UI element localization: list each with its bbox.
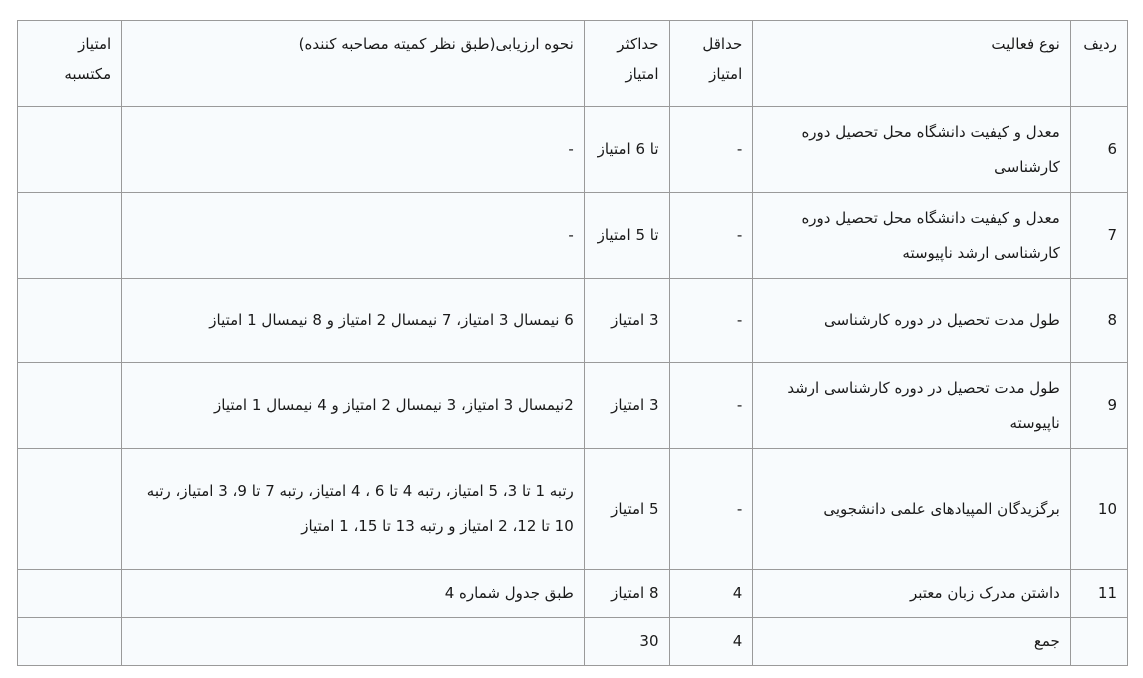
activity-cell: طول مدت تحصیل در دوره کارشناسی ارشد ناپیوسته [753,363,1071,449]
evaluation-cell: - [122,193,585,279]
activity-cell: برگزیدگان المپیادهای علمی دانشجویی [753,449,1071,570]
total-row [18,618,1128,666]
earned-score-cell [18,570,122,618]
max-score-cell: تا 6 امتیاز [584,107,669,193]
total-earned-score [18,618,122,666]
earned-score-cell [18,363,122,449]
activity-cell: معدل و کیفیت دانشگاه محل تحصیل دوره کارشناسی ارشد ناپیوسته [753,193,1071,279]
score-table-container [17,20,1128,666]
header-evaluation-method: نحوه ارزیابی(طبق نظر کمیته مصاحبه کننده) [122,21,585,107]
total-min-score: 4 [669,618,753,666]
earned-score-cell [18,107,122,193]
max-score-cell: تا 5 امتیاز [584,193,669,279]
evaluation-cell: رتبه 1 تا 3، 5 امتیاز، رتبه 4 تا 6 ، 4 امتیاز، رتبه 7 تا 9، 3 امتیاز، رتبه 10 تا 12، 2 امتیاز و رتبه 13 تا 15، 1 امتیاز [122,449,585,570]
header-earned-score: امتیاز مکتسبه [18,21,122,107]
score-table [17,20,1128,666]
table-row [18,449,1128,570]
row-number: 9 [1070,363,1127,449]
table-row [18,570,1128,618]
table-row [18,363,1128,449]
earned-score-cell [18,193,122,279]
table-row [18,193,1128,279]
max-score-cell: 3 امتیاز [584,279,669,363]
max-score-cell: 5 امتیاز [584,449,669,570]
min-score-cell: 4 [669,570,753,618]
evaluation-cell: - [122,107,585,193]
row-number: 10 [1070,449,1127,570]
row-number: 11 [1070,570,1127,618]
activity-cell: داشتن مدرک زبان معتبر [753,570,1071,618]
min-score-cell: - [669,107,753,193]
header-row [18,21,1128,107]
header-max-score: حداکثر امتیاز [584,21,669,107]
evaluation-cell: 6 نیمسال 3 امتیاز، 7 نیمسال 2 امتیاز و 8 نیمسال 1 امتیاز [122,279,585,363]
header-min-score: حداقل امتیاز [669,21,753,107]
header-row-number: ردیف [1070,21,1127,107]
earned-score-cell [18,279,122,363]
activity-cell: طول مدت تحصیل در دوره کارشناسی [753,279,1071,363]
min-score-cell: - [669,193,753,279]
total-max-score: 30 [584,618,669,666]
row-number: 8 [1070,279,1127,363]
min-score-cell: - [669,279,753,363]
row-number: 6 [1070,107,1127,193]
header-activity-type: نوع فعالیت [753,21,1071,107]
table-row [18,279,1128,363]
total-evaluation [122,618,585,666]
earned-score-cell [18,449,122,570]
evaluation-cell: 2نیمسال 3 امتیاز، 3 نیمسال 2 امتیاز و 4 نیمسال 1 امتیاز [122,363,585,449]
table-row [18,107,1128,193]
min-score-cell: - [669,363,753,449]
total-row-number [1070,618,1127,666]
max-score-cell: 3 امتیاز [584,363,669,449]
activity-cell: معدل و کیفیت دانشگاه محل تحصیل دوره کارشناسی [753,107,1071,193]
max-score-cell: 8 امتیاز [584,570,669,618]
total-label: جمع [753,618,1071,666]
evaluation-cell: طبق جدول شماره 4 [122,570,585,618]
row-number: 7 [1070,193,1127,279]
min-score-cell: - [669,449,753,570]
